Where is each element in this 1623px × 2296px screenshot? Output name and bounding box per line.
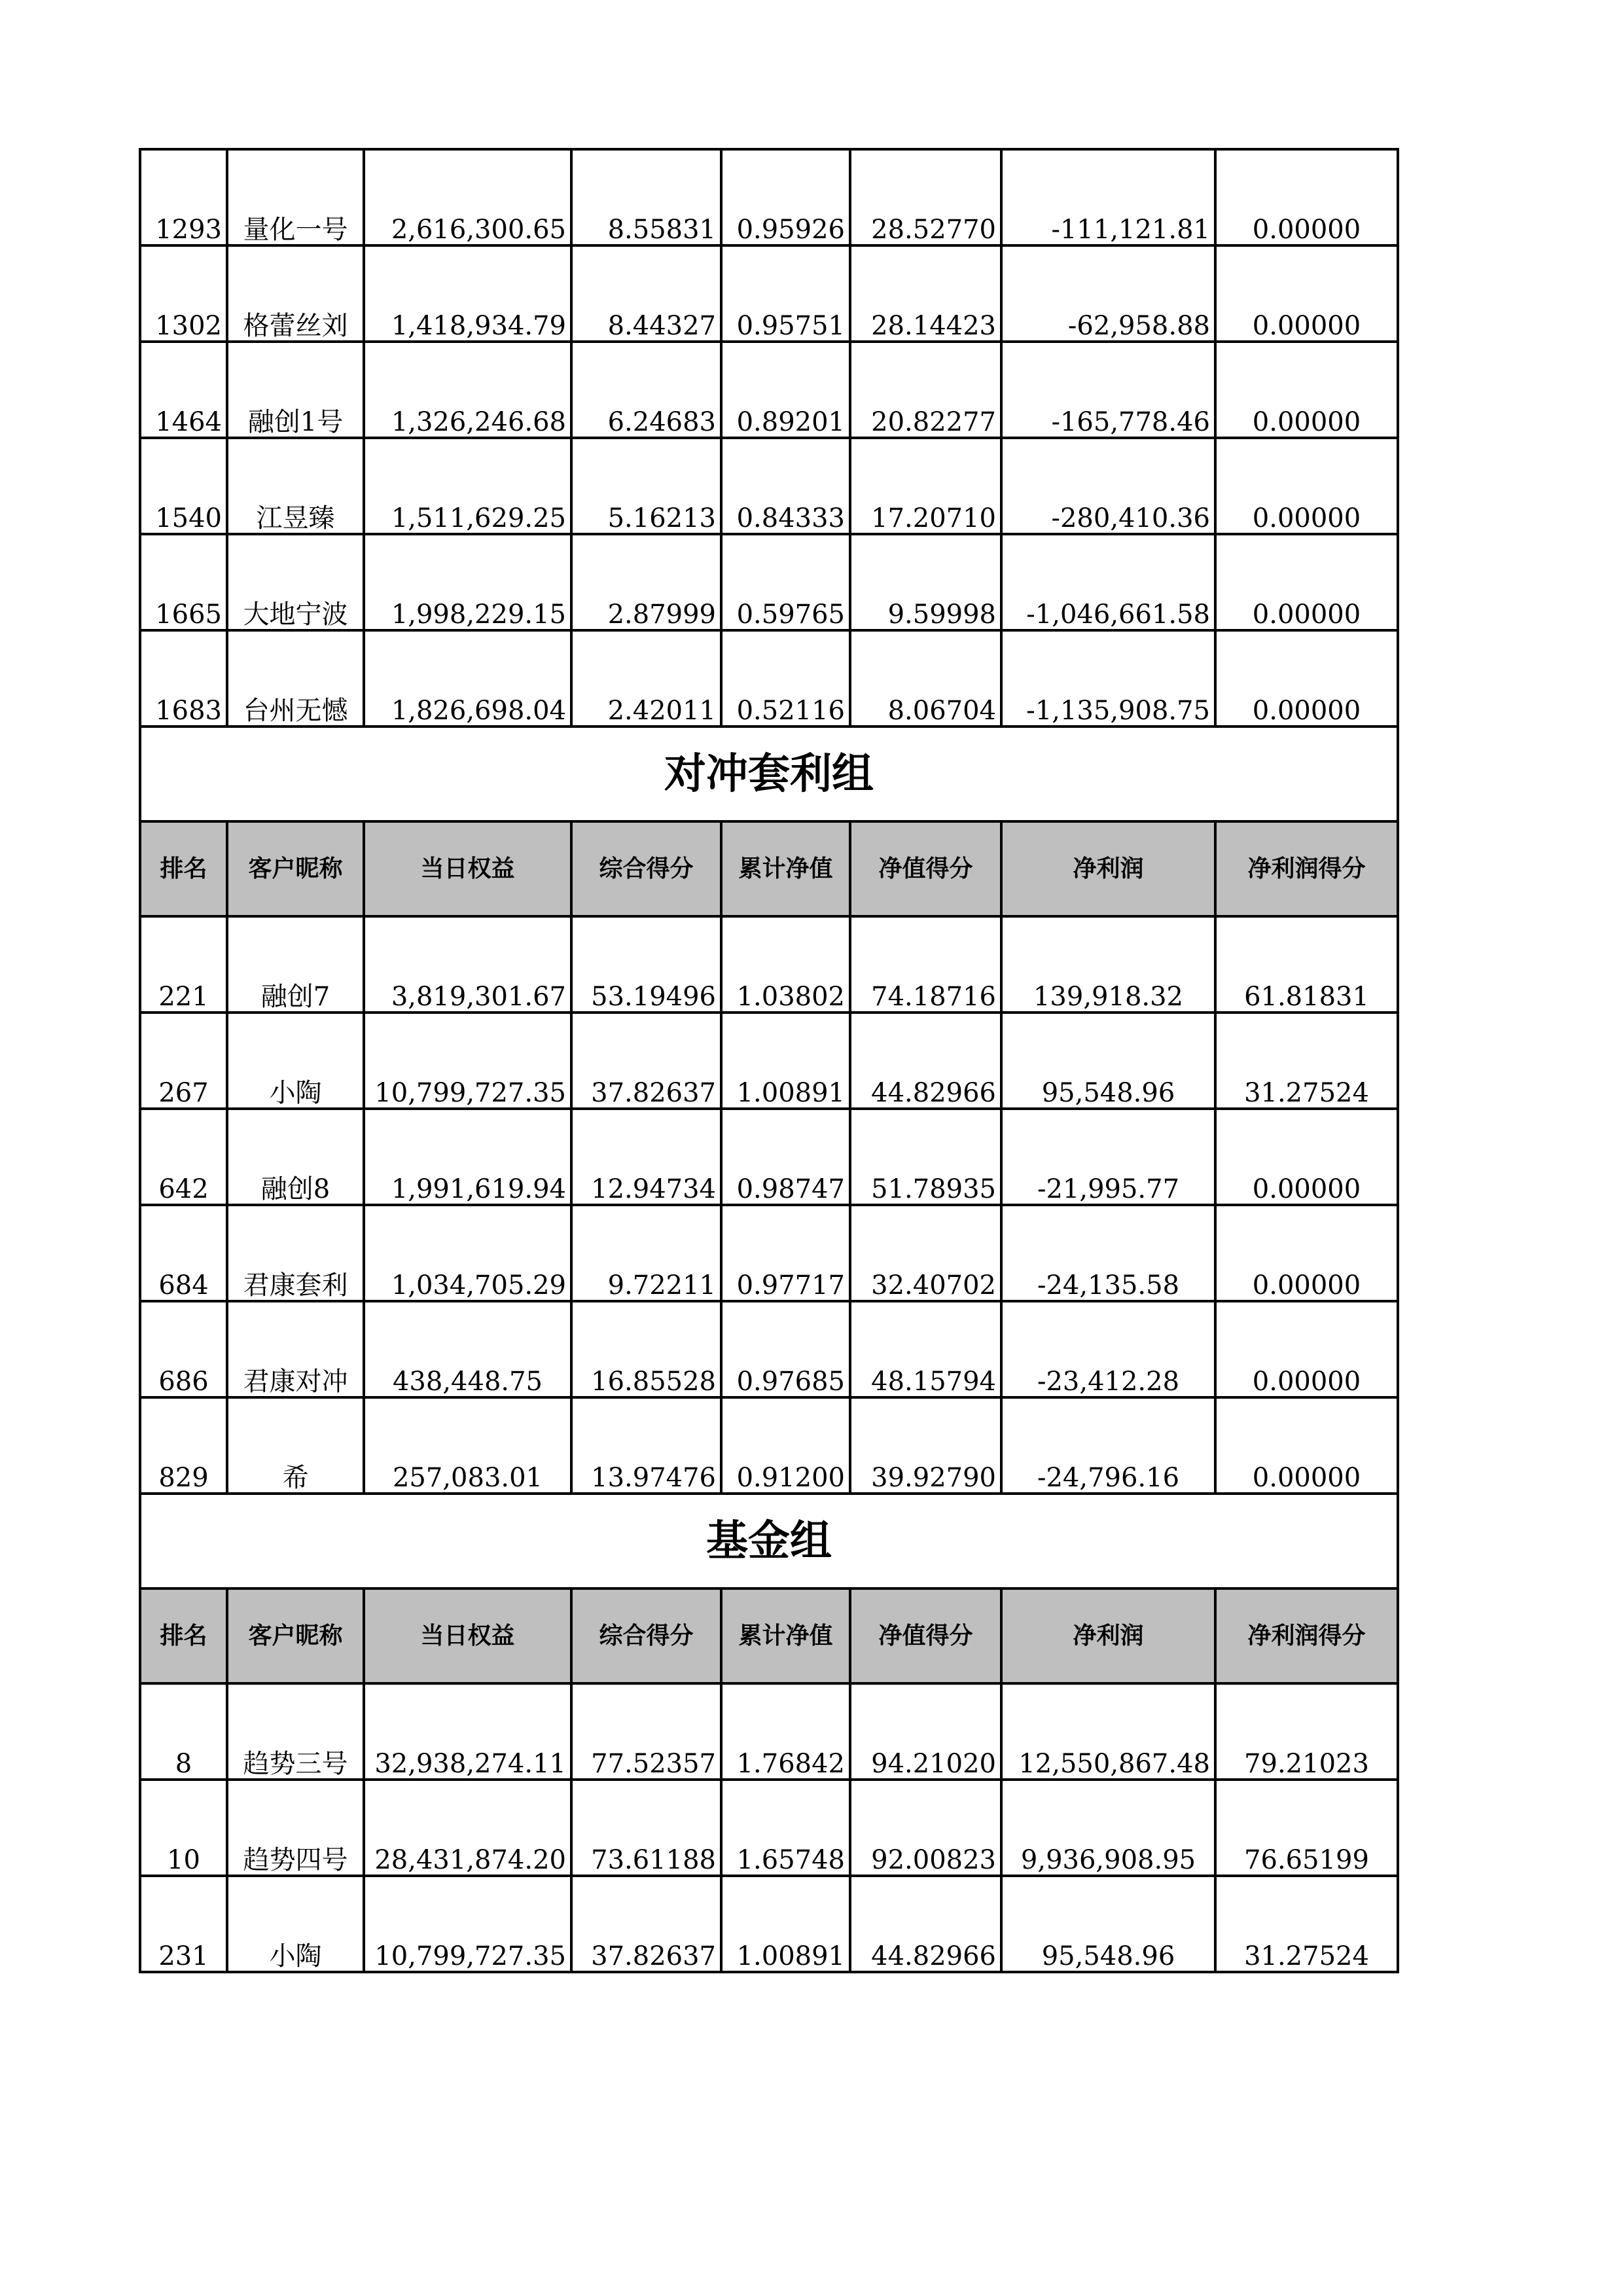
nav-score-cell: 28.52770 <box>850 149 1001 245</box>
header-rank: 排名 <box>140 821 227 916</box>
net-profit-cell: -165,778.46 <box>1001 342 1215 438</box>
header-client-nickname: 客户昵称 <box>227 1588 364 1683</box>
column-header-row <box>140 1588 1398 1683</box>
section-title-row <box>140 726 1398 821</box>
header-net-profit-score: 净利润得分 <box>1215 1588 1398 1683</box>
table-row <box>140 630 1398 726</box>
cumulative-nav-cell: 0.97685 <box>721 1301 850 1397</box>
cumulative-nav-cell: 0.52116 <box>721 630 850 726</box>
net-profit-cell: -24,135.58 <box>1001 1205 1215 1301</box>
daily-equity-cell: 1,991,619.94 <box>364 1109 571 1205</box>
nav-score-cell: 20.82277 <box>850 342 1001 438</box>
composite-score-cell: 77.52357 <box>571 1683 721 1780</box>
net-profit-cell: -62,958.88 <box>1001 245 1215 342</box>
daily-equity-cell: 2,616,300.65 <box>364 149 571 245</box>
net-profit-score-cell: 61.81831 <box>1215 916 1398 1013</box>
net-profit-score-cell: 31.27524 <box>1215 1013 1398 1109</box>
table-row <box>140 149 1398 245</box>
net-profit-cell: -111,121.81 <box>1001 149 1215 245</box>
rank-cell: 231 <box>140 1876 227 1972</box>
daily-equity-cell: 1,511,629.25 <box>364 438 571 534</box>
nav-score-cell: 44.82966 <box>850 1876 1001 1972</box>
nav-score-cell: 48.15794 <box>850 1301 1001 1397</box>
client-nickname-cell: 小陶 <box>227 1876 364 1972</box>
composite-score-cell: 8.55831 <box>571 149 721 245</box>
daily-equity-cell: 438,448.75 <box>364 1301 571 1397</box>
header-rank: 排名 <box>140 1588 227 1683</box>
table-row <box>140 1876 1398 1972</box>
daily-equity-cell: 1,326,246.68 <box>364 342 571 438</box>
rank-cell: 1665 <box>140 534 227 630</box>
client-nickname-cell: 趋势四号 <box>227 1780 364 1876</box>
cumulative-nav-cell: 1.00891 <box>721 1876 850 1972</box>
rank-cell: 686 <box>140 1301 227 1397</box>
net-profit-score-cell: 0.00000 <box>1215 342 1398 438</box>
header-cumulative-nav: 累计净值 <box>721 821 850 916</box>
cumulative-nav-cell: 0.95926 <box>721 149 850 245</box>
net-profit-cell: 95,548.96 <box>1001 1013 1215 1109</box>
net-profit-cell: -21,995.77 <box>1001 1109 1215 1205</box>
rank-cell: 642 <box>140 1109 227 1205</box>
net-profit-cell: 12,550,867.48 <box>1001 1683 1215 1780</box>
net-profit-score-cell: 0.00000 <box>1215 534 1398 630</box>
cumulative-nav-cell: 1.76842 <box>721 1683 850 1780</box>
client-nickname-cell: 小陶 <box>227 1013 364 1109</box>
table-row <box>140 534 1398 630</box>
composite-score-cell: 73.61188 <box>571 1780 721 1876</box>
rank-cell: 221 <box>140 916 227 1013</box>
header-net-profit: 净利润 <box>1001 1588 1215 1683</box>
client-nickname-cell: 量化一号 <box>227 149 364 245</box>
net-profit-score-cell: 76.65199 <box>1215 1780 1398 1876</box>
daily-equity-cell: 10,799,727.35 <box>364 1876 571 1972</box>
daily-equity-cell: 10,799,727.35 <box>364 1013 571 1109</box>
client-nickname-cell: 融创8 <box>227 1109 364 1205</box>
composite-score-cell: 53.19496 <box>571 916 721 1013</box>
header-nav-score: 净值得分 <box>850 1588 1001 1683</box>
cumulative-nav-cell: 1.00891 <box>721 1013 850 1109</box>
nav-score-cell: 74.18716 <box>850 916 1001 1013</box>
daily-equity-cell: 28,431,874.20 <box>364 1780 571 1876</box>
composite-score-cell: 9.72211 <box>571 1205 721 1301</box>
net-profit-cell: -280,410.36 <box>1001 438 1215 534</box>
table-row <box>140 1205 1398 1301</box>
net-profit-score-cell: 0.00000 <box>1215 630 1398 726</box>
header-net-profit-score: 净利润得分 <box>1215 821 1398 916</box>
client-nickname-cell: 融创7 <box>227 916 364 1013</box>
composite-score-cell: 37.82637 <box>571 1013 721 1109</box>
net-profit-score-cell: 0.00000 <box>1215 1109 1398 1205</box>
rank-cell: 1293 <box>140 149 227 245</box>
composite-score-cell: 6.24683 <box>571 342 721 438</box>
rank-cell: 267 <box>140 1013 227 1109</box>
rank-cell: 829 <box>140 1397 227 1494</box>
cumulative-nav-cell: 1.03802 <box>721 916 850 1013</box>
net-profit-score-cell: 79.21023 <box>1215 1683 1398 1780</box>
rank-cell: 10 <box>140 1780 227 1876</box>
header-composite-score: 综合得分 <box>571 821 721 916</box>
composite-score-cell: 2.87999 <box>571 534 721 630</box>
nav-score-cell: 28.14423 <box>850 245 1001 342</box>
table-row <box>140 1109 1398 1205</box>
net-profit-score-cell: 0.00000 <box>1215 149 1398 245</box>
daily-equity-cell: 1,034,705.29 <box>364 1205 571 1301</box>
cumulative-nav-cell: 0.59765 <box>721 534 850 630</box>
daily-equity-cell: 1,826,698.04 <box>364 630 571 726</box>
table-row <box>140 342 1398 438</box>
client-nickname-cell: 君康套利 <box>227 1205 364 1301</box>
nav-score-cell: 32.40702 <box>850 1205 1001 1301</box>
rank-cell: 684 <box>140 1205 227 1301</box>
daily-equity-cell: 257,083.01 <box>364 1397 571 1494</box>
nav-score-cell: 94.21020 <box>850 1683 1001 1780</box>
nav-score-cell: 39.92790 <box>850 1397 1001 1494</box>
table-row <box>140 1683 1398 1780</box>
composite-score-cell: 8.44327 <box>571 245 721 342</box>
cumulative-nav-cell: 0.95751 <box>721 245 850 342</box>
client-nickname-cell: 格蕾丝刘 <box>227 245 364 342</box>
table-row <box>140 438 1398 534</box>
client-nickname-cell: 君康对冲 <box>227 1301 364 1397</box>
net-profit-cell: 9,936,908.95 <box>1001 1780 1215 1876</box>
nav-score-cell: 51.78935 <box>850 1109 1001 1205</box>
net-profit-score-cell: 0.00000 <box>1215 1205 1398 1301</box>
rank-cell: 1302 <box>140 245 227 342</box>
cumulative-nav-cell: 0.98747 <box>721 1109 850 1205</box>
cumulative-nav-cell: 0.89201 <box>721 342 850 438</box>
net-profit-cell: -1,135,908.75 <box>1001 630 1215 726</box>
table-row <box>140 916 1398 1013</box>
daily-equity-cell: 3,819,301.67 <box>364 916 571 1013</box>
nav-score-cell: 17.20710 <box>850 438 1001 534</box>
net-profit-score-cell: 0.00000 <box>1215 1397 1398 1494</box>
daily-equity-cell: 1,418,934.79 <box>364 245 571 342</box>
header-daily-equity: 当日权益 <box>364 821 571 916</box>
nav-score-cell: 44.82966 <box>850 1013 1001 1109</box>
composite-score-cell: 5.16213 <box>571 438 721 534</box>
net-profit-cell: 139,918.32 <box>1001 916 1215 1013</box>
net-profit-score-cell: 0.00000 <box>1215 1301 1398 1397</box>
table-row <box>140 1301 1398 1397</box>
cumulative-nav-cell: 0.97717 <box>721 1205 850 1301</box>
nav-score-cell: 9.59998 <box>850 534 1001 630</box>
net-profit-cell: 95,548.96 <box>1001 1876 1215 1972</box>
table-row <box>140 1780 1398 1876</box>
section-title-fund: 基金组 <box>140 1494 1398 1588</box>
composite-score-cell: 37.82637 <box>571 1876 721 1972</box>
net-profit-score-cell: 31.27524 <box>1215 1876 1398 1972</box>
section-title-row <box>140 1494 1398 1588</box>
client-nickname-cell: 台州无憾 <box>227 630 364 726</box>
net-profit-cell: -24,796.16 <box>1001 1397 1215 1494</box>
net-profit-cell: -1,046,661.58 <box>1001 534 1215 630</box>
composite-score-cell: 16.85528 <box>571 1301 721 1397</box>
table-row <box>140 1013 1398 1109</box>
composite-score-cell: 13.97476 <box>571 1397 721 1494</box>
net-profit-score-cell: 0.00000 <box>1215 245 1398 342</box>
ranking-table <box>139 148 1399 1973</box>
rank-cell: 8 <box>140 1683 227 1780</box>
client-nickname-cell: 大地宁波 <box>227 534 364 630</box>
column-header-row <box>140 821 1398 916</box>
client-nickname-cell: 趋势三号 <box>227 1683 364 1780</box>
header-composite-score: 综合得分 <box>571 1588 721 1683</box>
nav-score-cell: 92.00823 <box>850 1780 1001 1876</box>
daily-equity-cell: 1,998,229.15 <box>364 534 571 630</box>
cumulative-nav-cell: 0.91200 <box>721 1397 850 1494</box>
rank-cell: 1683 <box>140 630 227 726</box>
table-row <box>140 245 1398 342</box>
rank-cell: 1464 <box>140 342 227 438</box>
header-cumulative-nav: 累计净值 <box>721 1588 850 1683</box>
composite-score-cell: 12.94734 <box>571 1109 721 1205</box>
composite-score-cell: 2.42011 <box>571 630 721 726</box>
header-net-profit: 净利润 <box>1001 821 1215 916</box>
rank-cell: 1540 <box>140 438 227 534</box>
client-nickname-cell: 江昱臻 <box>227 438 364 534</box>
daily-equity-cell: 32,938,274.11 <box>364 1683 571 1780</box>
client-nickname-cell: 希 <box>227 1397 364 1494</box>
section-title-hedge: 对冲套利组 <box>140 726 1398 821</box>
cumulative-nav-cell: 0.84333 <box>721 438 850 534</box>
client-nickname-cell: 融创1号 <box>227 342 364 438</box>
net-profit-score-cell: 0.00000 <box>1215 438 1398 534</box>
header-nav-score: 净值得分 <box>850 821 1001 916</box>
header-daily-equity: 当日权益 <box>364 1588 571 1683</box>
net-profit-cell: -23,412.28 <box>1001 1301 1215 1397</box>
nav-score-cell: 8.06704 <box>850 630 1001 726</box>
cumulative-nav-cell: 1.65748 <box>721 1780 850 1876</box>
header-client-nickname: 客户昵称 <box>227 821 364 916</box>
table-row <box>140 1397 1398 1494</box>
